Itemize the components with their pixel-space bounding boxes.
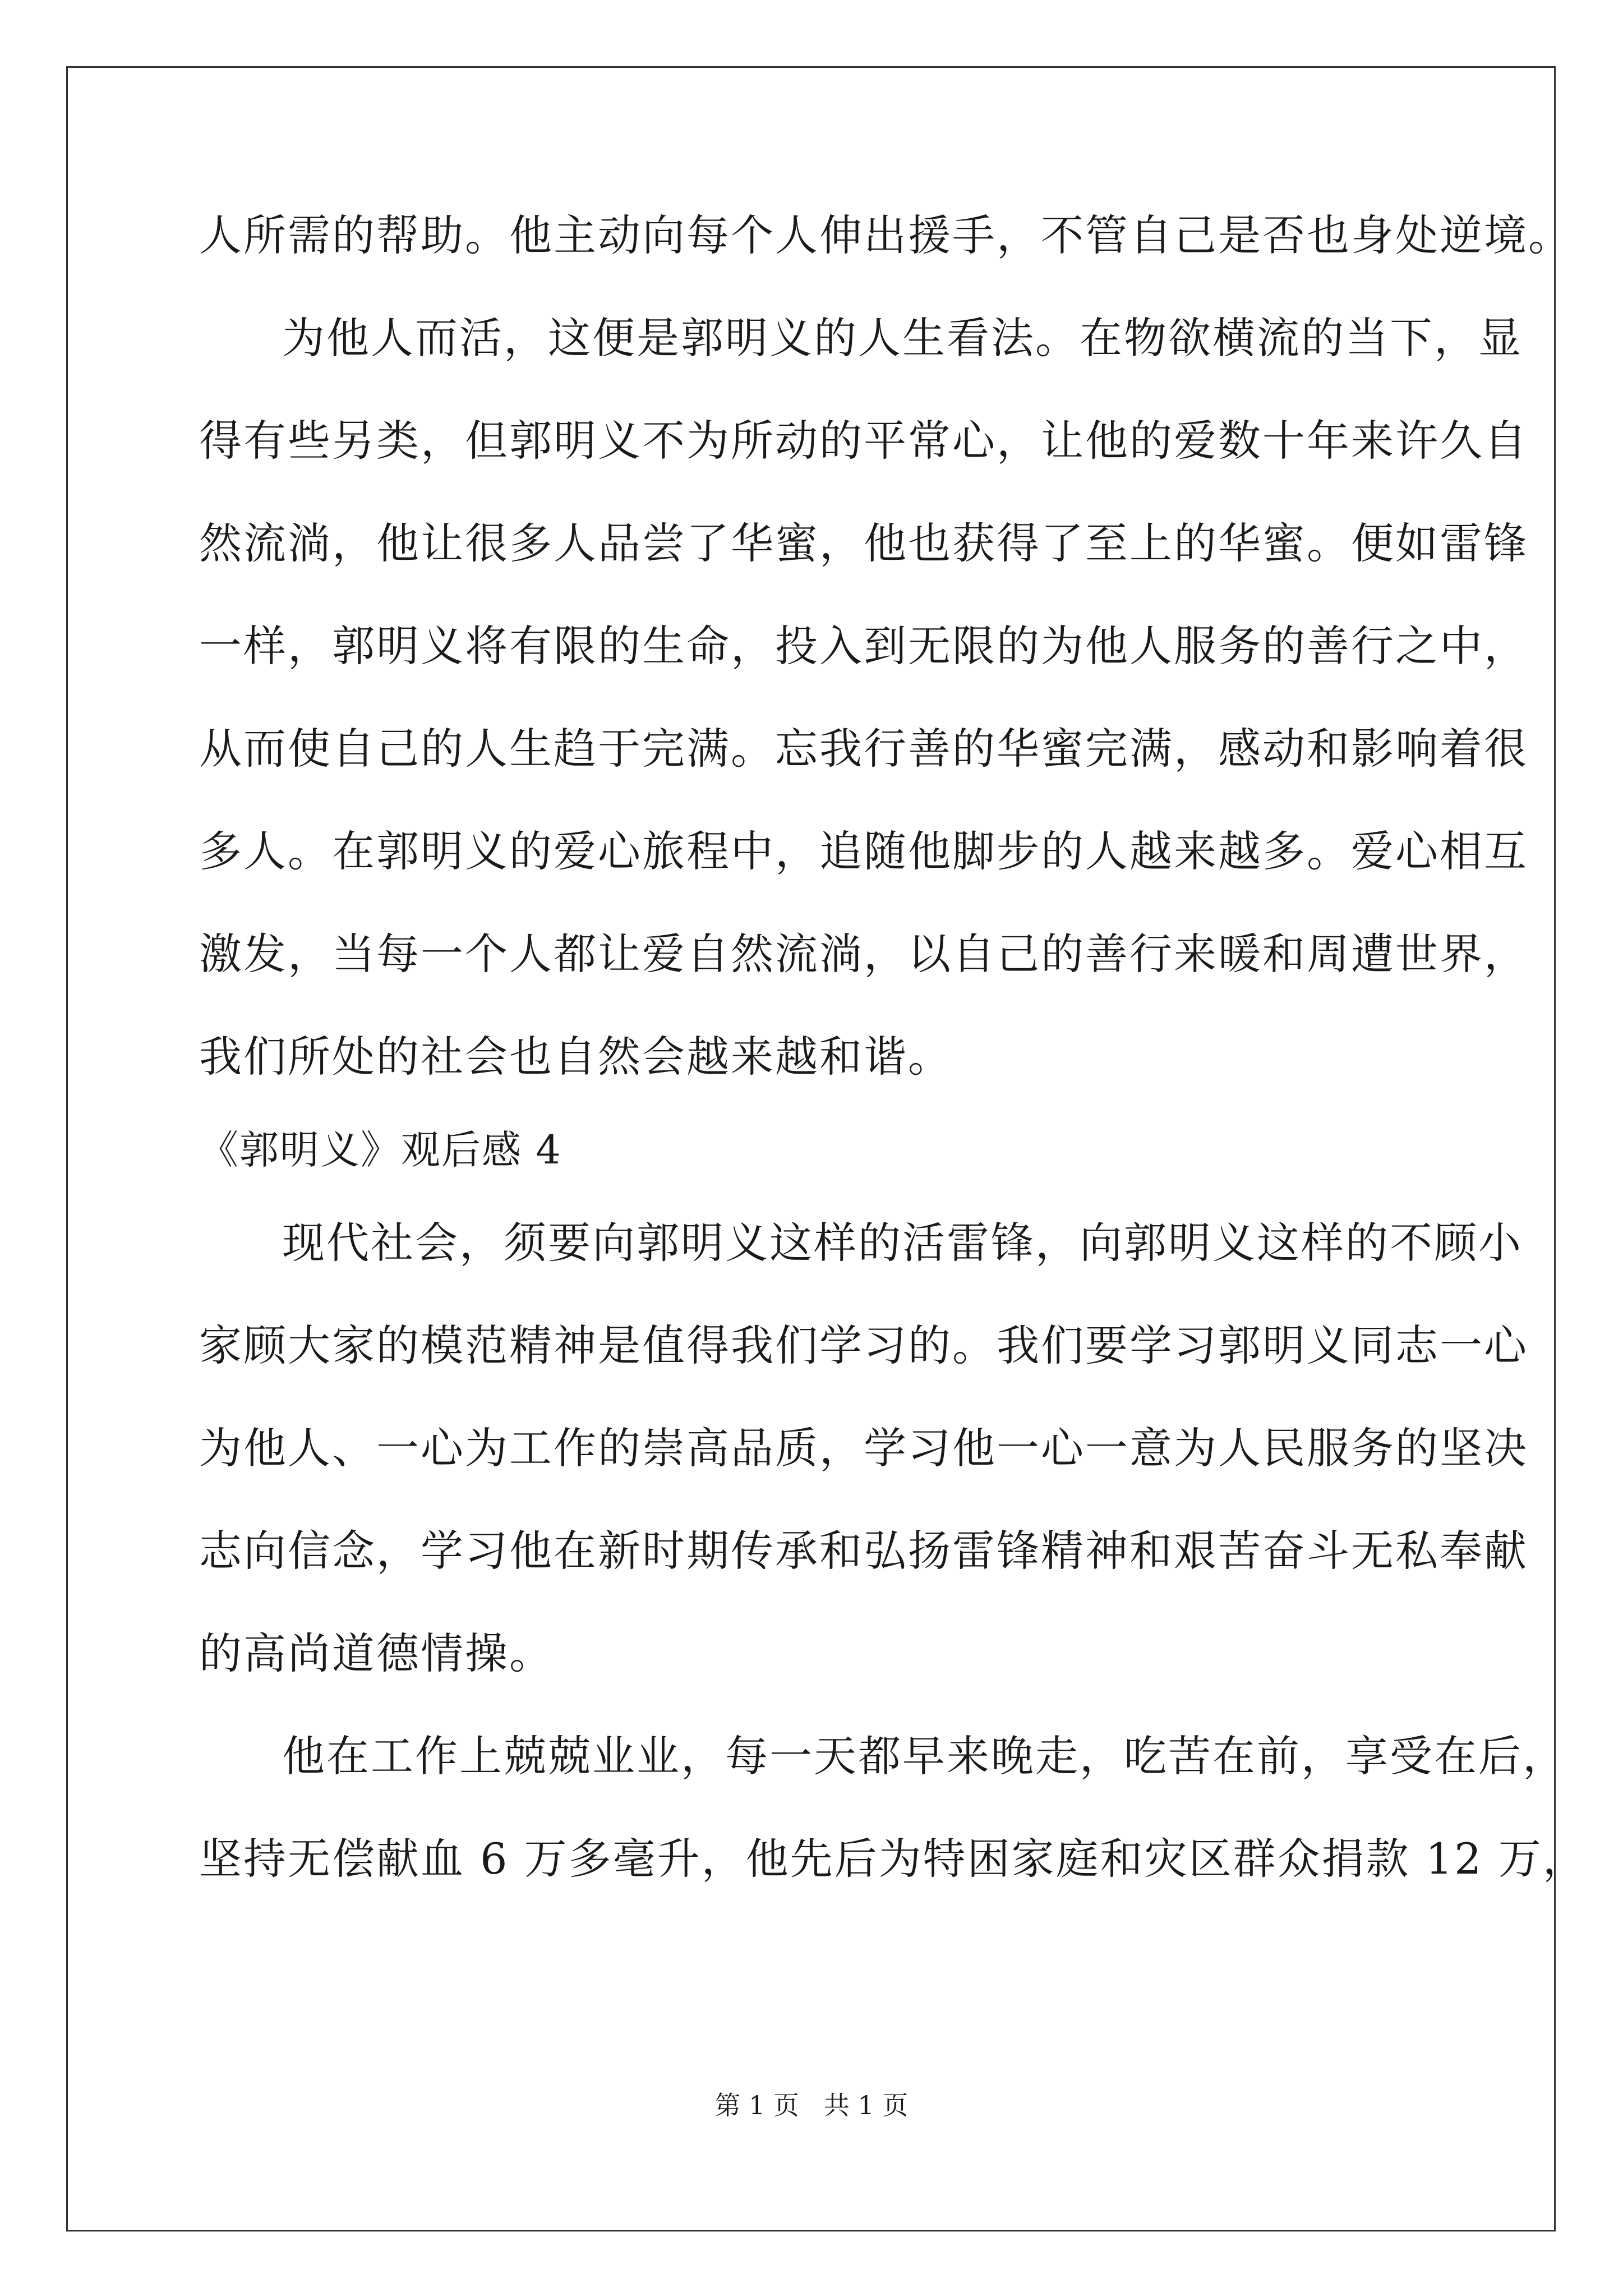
paragraph-line: 现代社会，须要向郭明义这样的活雷锋，向郭明义这样的不顾小 xyxy=(282,1218,1523,1268)
paragraph-line: 一样，郭明义将有限的生命，投入到无限的为他人服务的善行之中， xyxy=(199,621,1528,671)
paragraph-line: 人所需的帮助。他主动向每个人伸出援手，不管自己是否也身处逆境。 xyxy=(199,210,1573,260)
paragraph-line: 为他人而活，这便是郭明义的人生看法。在物欲横流的当下，显 xyxy=(282,313,1523,363)
paragraph-line: 他在工作上兢兢业业，每一天都早来晚走，吃苦在前，享受在后， xyxy=(282,1731,1567,1781)
paragraph-line: 的高尚道德情操。 xyxy=(199,1628,554,1678)
paragraph-line: 我们所处的社会也自然会越来越和谐。 xyxy=(199,1032,952,1082)
paragraph-line: 激发，当每一个人都让爱自然流淌，以自己的善行来暖和周遭世界， xyxy=(199,929,1528,979)
page-footer: 第 1 页 共 1 页 xyxy=(714,2090,909,2120)
paragraph-line: 得有些另类，但郭明义不为所动的平常心，让他的爱数十年来许久自 xyxy=(199,416,1528,466)
paragraph-line: 家顾大家的模范精神是值得我们学习的。我们要学习郭明义同志一心 xyxy=(199,1320,1528,1370)
section-heading: 《郭明义》观后感 4 xyxy=(199,1127,562,1173)
paragraph-line: 志向信念，学习他在新时期传承和弘扬雷锋精神和艰苦奋斗无私奉献 xyxy=(199,1526,1528,1576)
paragraph-line: 然流淌，他让很多人品尝了华蜜，他也获得了至上的华蜜。便如雷锋 xyxy=(199,518,1528,568)
paragraph-line: 多人。在郭明义的爱心旅程中，追随他脚步的人越来越多。爱心相互 xyxy=(199,826,1528,876)
paragraph-line: 从而使自己的人生趋于完满。忘我行善的华蜜完满，感动和影响着很 xyxy=(199,724,1528,774)
paragraph-line: 为他人、一心为工作的崇高品质，学习他一心一意为人民服务的坚决 xyxy=(199,1423,1528,1473)
paragraph-line: 坚持无偿献血 6 万多毫升，他先后为特困家庭和灾区群众捐款 12 万， xyxy=(199,1834,1587,1884)
